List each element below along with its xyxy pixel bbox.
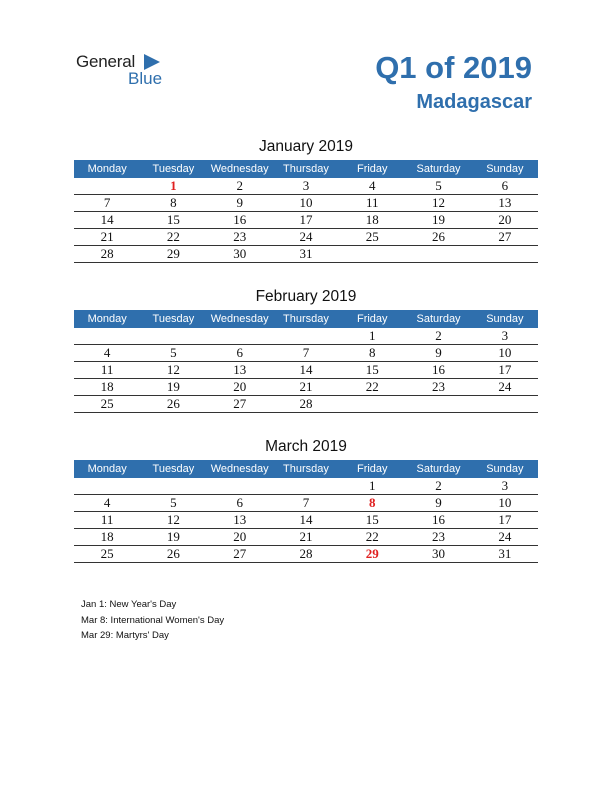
calendar-grid [74,460,538,563]
logo-general-text: General [76,52,136,71]
holiday-note: Mar 8: International Women's Day [81,614,225,626]
weekday-header: Tuesday [140,160,206,178]
weekday-header: Friday [339,310,405,328]
weekday-header: Thursday [273,310,339,328]
day-cell: 14 [273,512,339,529]
day-cell: 15 [140,212,206,229]
day-cell: 9 [405,345,471,362]
day-cell: 20 [207,529,273,546]
calendar-grid [74,310,538,413]
month-title: January 2019 [259,138,353,155]
day-cell: 4 [74,345,140,362]
day-cell: 28 [273,396,339,413]
week-row [74,478,538,495]
weekday-header: Saturday [405,460,471,478]
day-cell: 19 [140,529,206,546]
page-title: Q1 of 2019 [375,50,532,85]
day-cell: 24 [273,229,339,246]
day-cell [339,246,405,263]
day-cell: 23 [207,229,273,246]
day-cell: 29 [140,246,206,263]
weekday-header: Saturday [405,310,471,328]
day-cell: 10 [472,345,538,362]
day-cell: 2 [207,178,273,195]
day-cell: 20 [472,212,538,229]
generalblue-logo [76,52,186,92]
day-cell: 13 [207,362,273,379]
day-cell: 24 [472,379,538,396]
day-cell: 10 [472,495,538,512]
day-cell: 20 [207,379,273,396]
day-cell: 24 [472,529,538,546]
week-row [74,229,538,246]
day-cell: 12 [140,362,206,379]
weekday-header: Tuesday [140,310,206,328]
day-cell: 30 [207,246,273,263]
day-cell: 7 [273,495,339,512]
day-cell: 26 [405,229,471,246]
day-cell: 29 [339,546,405,563]
month-march [74,438,538,563]
weekday-header: Thursday [273,460,339,478]
day-cell: 25 [74,546,140,563]
day-cell [405,396,471,413]
day-cell: 21 [74,229,140,246]
day-cell [74,478,140,495]
day-cell: 7 [74,195,140,212]
day-cell: 6 [207,345,273,362]
day-cell: 14 [74,212,140,229]
week-row [74,362,538,379]
day-cell: 14 [273,362,339,379]
day-cell: 30 [405,546,471,563]
day-cell: 6 [472,178,538,195]
day-cell [472,396,538,413]
day-cell: 18 [74,379,140,396]
day-cell: 2 [405,478,471,495]
week-row [74,246,538,263]
weekday-header: Tuesday [140,460,206,478]
day-cell: 16 [405,362,471,379]
day-cell: 2 [405,328,471,345]
week-row [74,529,538,546]
week-row [74,396,538,413]
day-cell: 12 [405,195,471,212]
day-cell [273,478,339,495]
day-cell [339,396,405,413]
weekday-header: Wednesday [207,460,273,478]
weekday-header-row [74,460,538,478]
day-cell: 8 [339,345,405,362]
day-cell: 17 [472,362,538,379]
country-name: Madagascar [416,91,532,113]
day-cell: 1 [339,328,405,345]
day-cell: 11 [74,512,140,529]
holiday-note: Mar 29: Martyrs' Day [81,630,169,641]
day-cell [273,328,339,345]
week-row [74,212,538,229]
day-cell: 11 [339,195,405,212]
day-cell: 18 [74,529,140,546]
day-cell: 17 [273,212,339,229]
day-cell [140,478,206,495]
day-cell: 19 [140,379,206,396]
day-cell: 8 [140,195,206,212]
day-cell: 22 [339,379,405,396]
logo-blue-text: Blue [128,69,163,88]
day-cell: 15 [339,362,405,379]
day-cell: 28 [273,546,339,563]
weekday-header-row [74,310,538,328]
month-january [74,138,538,263]
day-cell: 3 [273,178,339,195]
weekday-header: Thursday [273,160,339,178]
day-cell: 23 [405,529,471,546]
weekday-header: Saturday [405,160,471,178]
day-cell: 21 [273,529,339,546]
day-cell: 19 [405,212,471,229]
day-cell: 27 [207,396,273,413]
day-cell: 5 [405,178,471,195]
day-cell [472,246,538,263]
day-cell [140,328,206,345]
weekday-header-row [74,160,538,178]
logo-flag-icon [144,54,160,70]
day-cell: 25 [74,396,140,413]
day-cell: 15 [339,512,405,529]
day-cell: 16 [207,212,273,229]
day-cell: 5 [140,495,206,512]
day-cell: 4 [74,495,140,512]
day-cell: 13 [207,512,273,529]
day-cell: 5 [140,345,206,362]
weekday-header: Monday [74,460,140,478]
day-cell: 12 [140,512,206,529]
day-cell [74,178,140,195]
week-row [74,495,538,512]
weekday-header: Friday [339,160,405,178]
day-cell: 31 [472,546,538,563]
holiday-note: Jan 1: New Year's Day [81,599,177,610]
week-row [74,546,538,563]
weekday-header: Friday [339,460,405,478]
day-cell: 18 [339,212,405,229]
week-row [74,328,538,345]
month-title: February 2019 [255,288,357,305]
day-cell: 8 [339,495,405,512]
holiday-notes [81,597,224,644]
day-cell: 31 [273,246,339,263]
day-cell: 9 [207,195,273,212]
day-cell: 21 [273,379,339,396]
day-cell: 26 [140,546,206,563]
day-cell: 17 [472,512,538,529]
weekday-header: Monday [74,160,140,178]
weekday-header: Sunday [472,160,538,178]
day-cell [405,246,471,263]
calendar-grid [74,160,538,263]
day-cell: 28 [74,246,140,263]
day-cell: 27 [207,546,273,563]
weekday-header: Wednesday [207,160,273,178]
month-title: March 2019 [265,438,347,455]
day-cell: 7 [273,345,339,362]
day-cell: 27 [472,229,538,246]
day-cell: 6 [207,495,273,512]
week-row [74,379,538,396]
day-cell: 10 [273,195,339,212]
day-cell: 1 [140,178,206,195]
day-cell [74,328,140,345]
day-cell: 23 [405,379,471,396]
weekday-header: Sunday [472,460,538,478]
day-cell: 22 [339,529,405,546]
weekday-header: Sunday [472,310,538,328]
day-cell: 13 [472,195,538,212]
day-cell: 4 [339,178,405,195]
weekday-header: Wednesday [207,310,273,328]
day-cell: 16 [405,512,471,529]
day-cell: 3 [472,328,538,345]
day-cell: 26 [140,396,206,413]
day-cell: 11 [74,362,140,379]
week-row [74,512,538,529]
day-cell: 25 [339,229,405,246]
day-cell: 1 [339,478,405,495]
day-cell [207,328,273,345]
day-cell [207,478,273,495]
week-row [74,345,538,362]
weekday-header: Monday [74,310,140,328]
day-cell: 9 [405,495,471,512]
week-row [74,195,538,212]
day-cell: 22 [140,229,206,246]
week-row [74,178,538,195]
month-february [74,288,538,413]
day-cell: 3 [472,478,538,495]
